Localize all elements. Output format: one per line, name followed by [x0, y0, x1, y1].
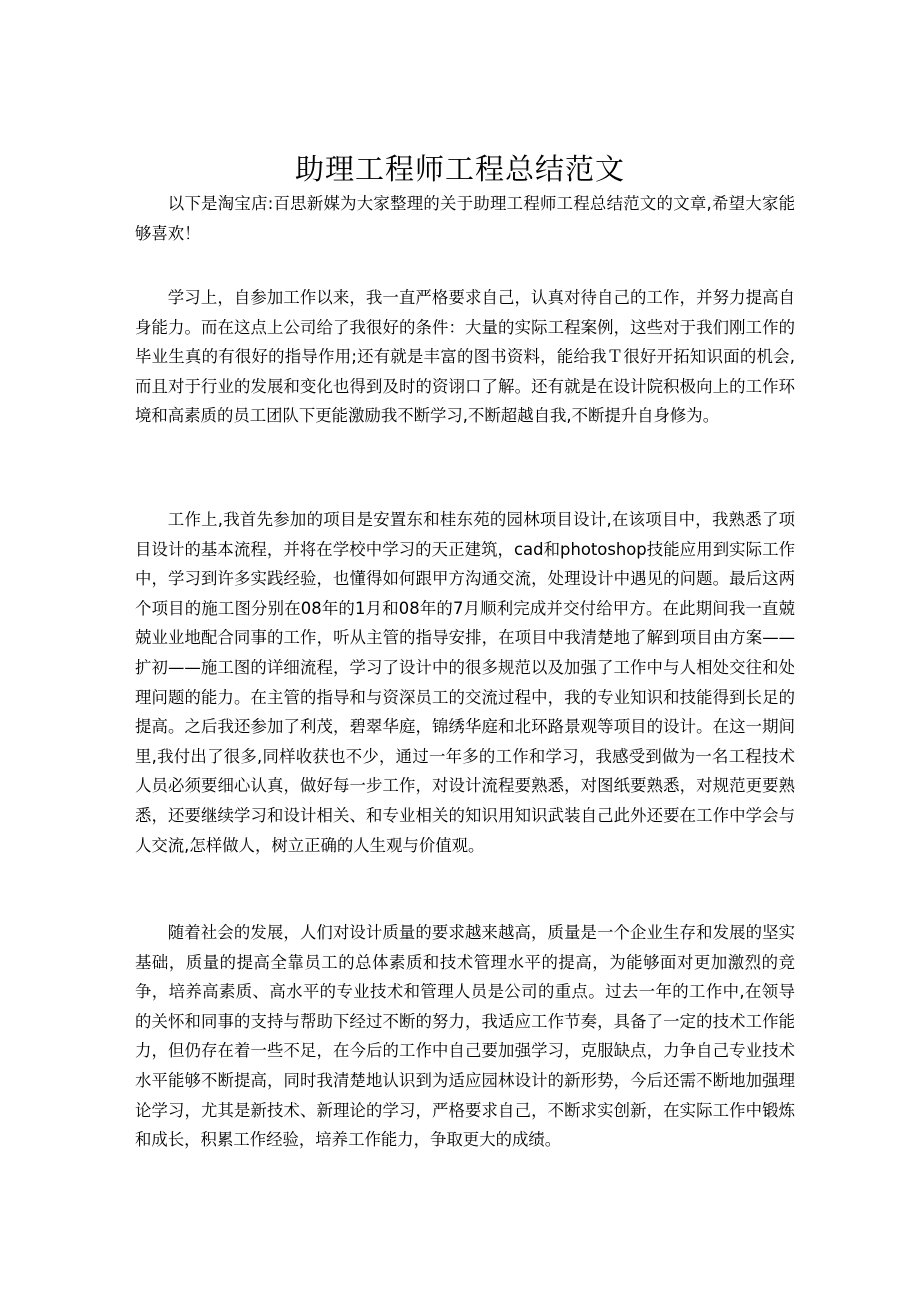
- future-paragraph: 随着社会的发展，人们对设计质量的要求越来越高，质量是一个企业生存和发展的坚实基础，质量的提高全靠员工的总体素质和技术管理水平的提高，为能够面对更加激烈的竞争，培养高素质、高水平的专业技术和管理人员是公司的重点。过去一年的工作中,在领导的关怀和同事的支持与帮助下经过不断的努力，我适应工作节奏，具备了一定的技术工作能力，但仍存在着一些不足，在今后的工作中自己要加强学习，克服缺点，力争自己专业技术水平能够不断提高，同时我清楚地认识到为适应园林设计的新形势，今后还需不断地加强理论学习，尤其是新技术、新理论的学习，严格要求自己，不断求实创新，在实际工作中锻炼和成长，积累工作经验，培养工作能力，争取更大的成绩。: [135, 923, 795, 1150]
- intro-paragraph: 以下是淘宝店:百思新媒为大家整理的关于助理工程师工程总结范文的文章,希望大家能够喜欢！: [135, 194, 795, 243]
- work-paragraph: 工作上,我首先参加的项目是安置东和桂东苑的园林项目设计,在该项目中，我熟悉了项目设计的基本流程，并将在学校中学习的天正建筑，cad和photoshop技能应用到实际工作中，学习到许多实践经验，也懂得如何跟甲方沟通交流，处理设计中遇见的问题。最后这两个项目的施工图分别在08年的1月和08年的7月顺利完成并交付给甲方。在此期间我一直兢兢业业地配合同事的工作，听从主管的指导安排，在项目中我清楚地了解到项目由方案——扩初——施工图的详细流程，学习了设计中的很多规范以及加强了工作中与人相处交往和处理问题的能力。在主管的指导和与资深员工的交流过程中，我的专业知识和技能得到长足的提高。之后我还参加了利茂，碧翠华庭，锦绣华庭和北环路景观等项目的设计。在这一期间里,我付出了很多,同样收获也不少，通过一年多的工作和学习，我感受到做为一名工程技术人员必须要细心认真，做好每一步工作，对设计流程要熟悉，对图纸要熟悉，对规范更要熟悉，还要继续学习和设计相关、和专业相关的知识用知识武装自己此外还要在工作中学会与人交流,怎样做人，树立正确的人生观与价值观。: [135, 510, 795, 855]
- document-title: 助理工程师工程总结范文: [294, 152, 625, 187]
- study-paragraph: 学习上，自参加工作以来，我一直严格要求自己，认真对待自己的工作，并努力提高自身能力。而在这点上公司给了我很好的条件：大量的实际工程案例，这些对于我们刚工作的毕业生真的有很好的指导作用;还有就是丰富的图书资料，能给我Ｔ很好开拓知识面的机会,而且对于行业的发展和变化也得到及时的资诩口了解。还有就是在设计院积极向上的工作环境和高素质的员工团队下更能激励我不断学习,不断超越自我,不断提升自身修为。: [135, 288, 795, 426]
